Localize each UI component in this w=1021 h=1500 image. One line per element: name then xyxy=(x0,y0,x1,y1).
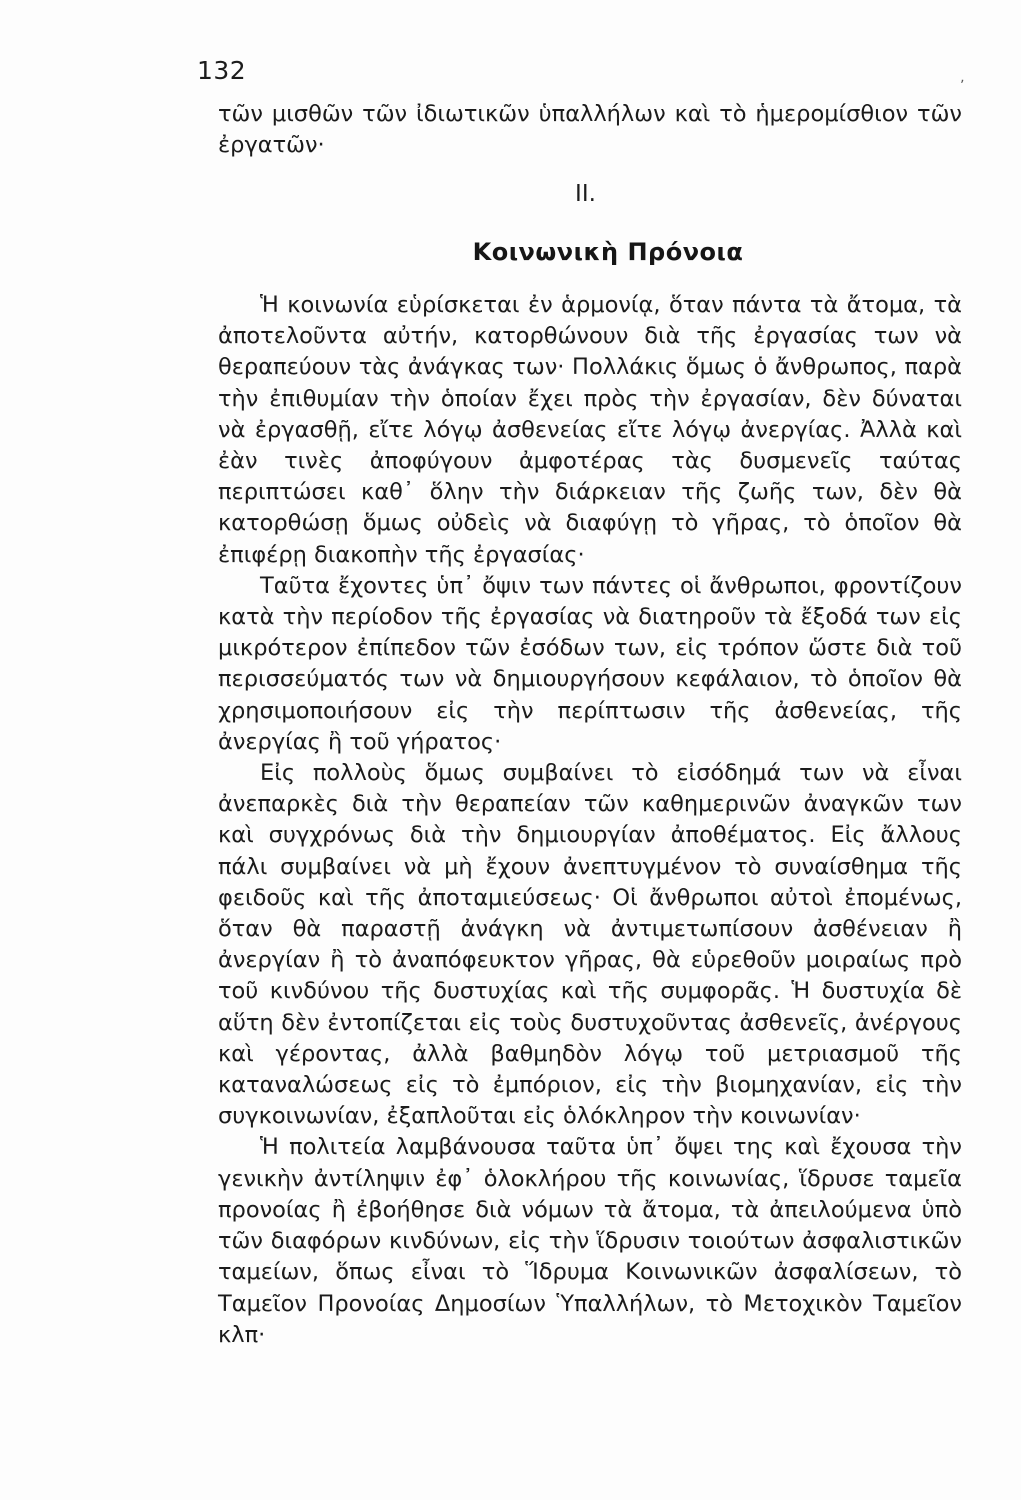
intro-text-block xyxy=(218,99,962,161)
intro-paragraph: τῶν μισθῶν τῶν ἰδιωτικῶν ὑπαλλήλων καὶ τὸ ἡμερομίσθιον τῶν ἐργατῶν· xyxy=(218,101,962,159)
body-text xyxy=(218,290,962,1351)
section-number: II. xyxy=(575,181,596,207)
page-number: 132 xyxy=(197,56,247,85)
paragraph-1: Ἡ κοινωνία εὑρίσκεται ἐν ἁρμονίᾳ, ὅταν πάντα τὰ ἄτομα, τὰ ἀποτελοῦντα αὐτήν, κατορθώνουν διὰ τῆς ἐργασίας των νὰ θεραπεύουν τὰς ἀνάγκας των· Πολλάκις ὅμως ὁ ἄνθρωπος, παρὰ τὴν ἐπιθυμίαν τὴν ὁποίαν ἔχει πρὸς τὴν ἐργασίαν, δὲν δύναται νὰ ἐργασθῇ, εἴτε λόγῳ ἀσθενείας εἴτε λόγῳ ἀνεργίας. Ἀλλὰ καὶ ἐὰν τινὲς ἀποφύγουν ἀμφοτέρας τὰς δυσμενεῖς ταύτας περιπτώσει καθ᾽ ὅλην τὴν διάρκειαν τῆς ζωῆς των, δὲν θὰ κατορθώσῃ ὅμως οὐδεὶς νὰ διαφύγῃ τὸ γῆρας, τὸ ὁποῖον θὰ ἐπιφέρῃ διακοπὴν τῆς ἐργασίας· xyxy=(218,292,962,568)
section-title: Κοινωνικὴ Πρόνοια xyxy=(472,238,744,266)
paragraph-2: Ταῦτα ἔχοντες ὑπ᾽ ὄψιν των πάντες οἱ ἄνθρωποι, φροντίζουν κατὰ τὴν περίοδον τῆς ἐργασίας νὰ διατηροῦν τὰ ἔξοδά των εἰς μικρότερον ἐπίπεδον τῶν ἐσόδων των, εἰς τρόπον ὥστε διὰ τοῦ περισσεύματός των νὰ δημιουργήσουν κεφάλαιον, τὸ ὁποῖον θὰ χρησιμοποιήσουν εἰς τὴν περίπτωσιν τῆς ἀσθενείας, τῆς ἀνεργίας ἢ τοῦ γήρατος· xyxy=(218,572,962,755)
margin-mark: ʼ xyxy=(960,78,965,94)
paragraph-4: Ἡ πολιτεία λαμβάνουσα ταῦτα ὑπ᾽ ὄψει της καὶ ἔχουσα τὴν γενικὴν ἀντίληψιν ἐφ᾽ ὁλοκλήρου τῆς κοινωνίας, ἵδρυσε ταμεῖα προνοίας ἢ ἐβοήθησε διὰ νόμων τὰ ἄτομα, τὰ ἀπειλούμενα ὑπὸ τῶν διαφόρων κινδύνων, εἰς τὴν ἵδρυσιν τοιούτων ἀσφαλιστικῶν ταμείων, ὅπως εἶναι τὸ Ἵδρυμα Κοινωνικῶν ἀσφαλίσεων, τὸ Ταμεῖον Προνοίας Δημοσίων Ὑπαλλήλων, τὸ Μετοχικὸν Ταμεῖον κλπ· xyxy=(218,1134,962,1348)
paragraph-3: Εἰς πολλοὺς ὅμως συμβαίνει τὸ εἰσόδημά των νὰ εἶναι ἀνεπαρκὲς διὰ τὴν θεραπείαν τῶν καθημερινῶν ἀναγκῶν των καὶ συγχρόνως διὰ τὴν δημιουργίαν ἀποθέματος. Εἰς ἄλλους πάλι συμβαίνει νὰ μὴ ἔχουν ἀνεπτυγμένον τὸ συναίσθημα τῆς φειδοῦς καὶ τῆς ἀποταμιεύσεως· Οἱ ἄνθρωποι αὐτοὶ ἐπομένως, ὅταν θὰ παραστῇ ἀνάγκη νὰ ἀντιμετωπίσουν ἀσθένειαν ἢ ἀνεργίαν ἢ τὸ ἀναπόφευκτον γῆρας, θὰ εὑρεθοῦν μοιραίως πρὸ τοῦ κινδύνου τῆς δυστυχίας καὶ τῆς συμφορᾶς. Ἡ δυστυχία δὲ αὕτη δὲν ἐντοπίζεται εἰς τοὺς δυστυχοῦντας ἀσθενεῖς, ἀνέργους καὶ γέροντας, ἀλλὰ βαθμηδὸν λόγῳ τοῦ μετριασμοῦ τῆς καταναλώσεως εἰς τὸ ἐμπόριον, εἰς τὴν βιομηχανίαν, εἰς τὴν συγκοινωνίαν, ἐξαπλοῦται εἰς ὁλόκληρον τὴν κοινωνίαν· xyxy=(218,760,962,1130)
